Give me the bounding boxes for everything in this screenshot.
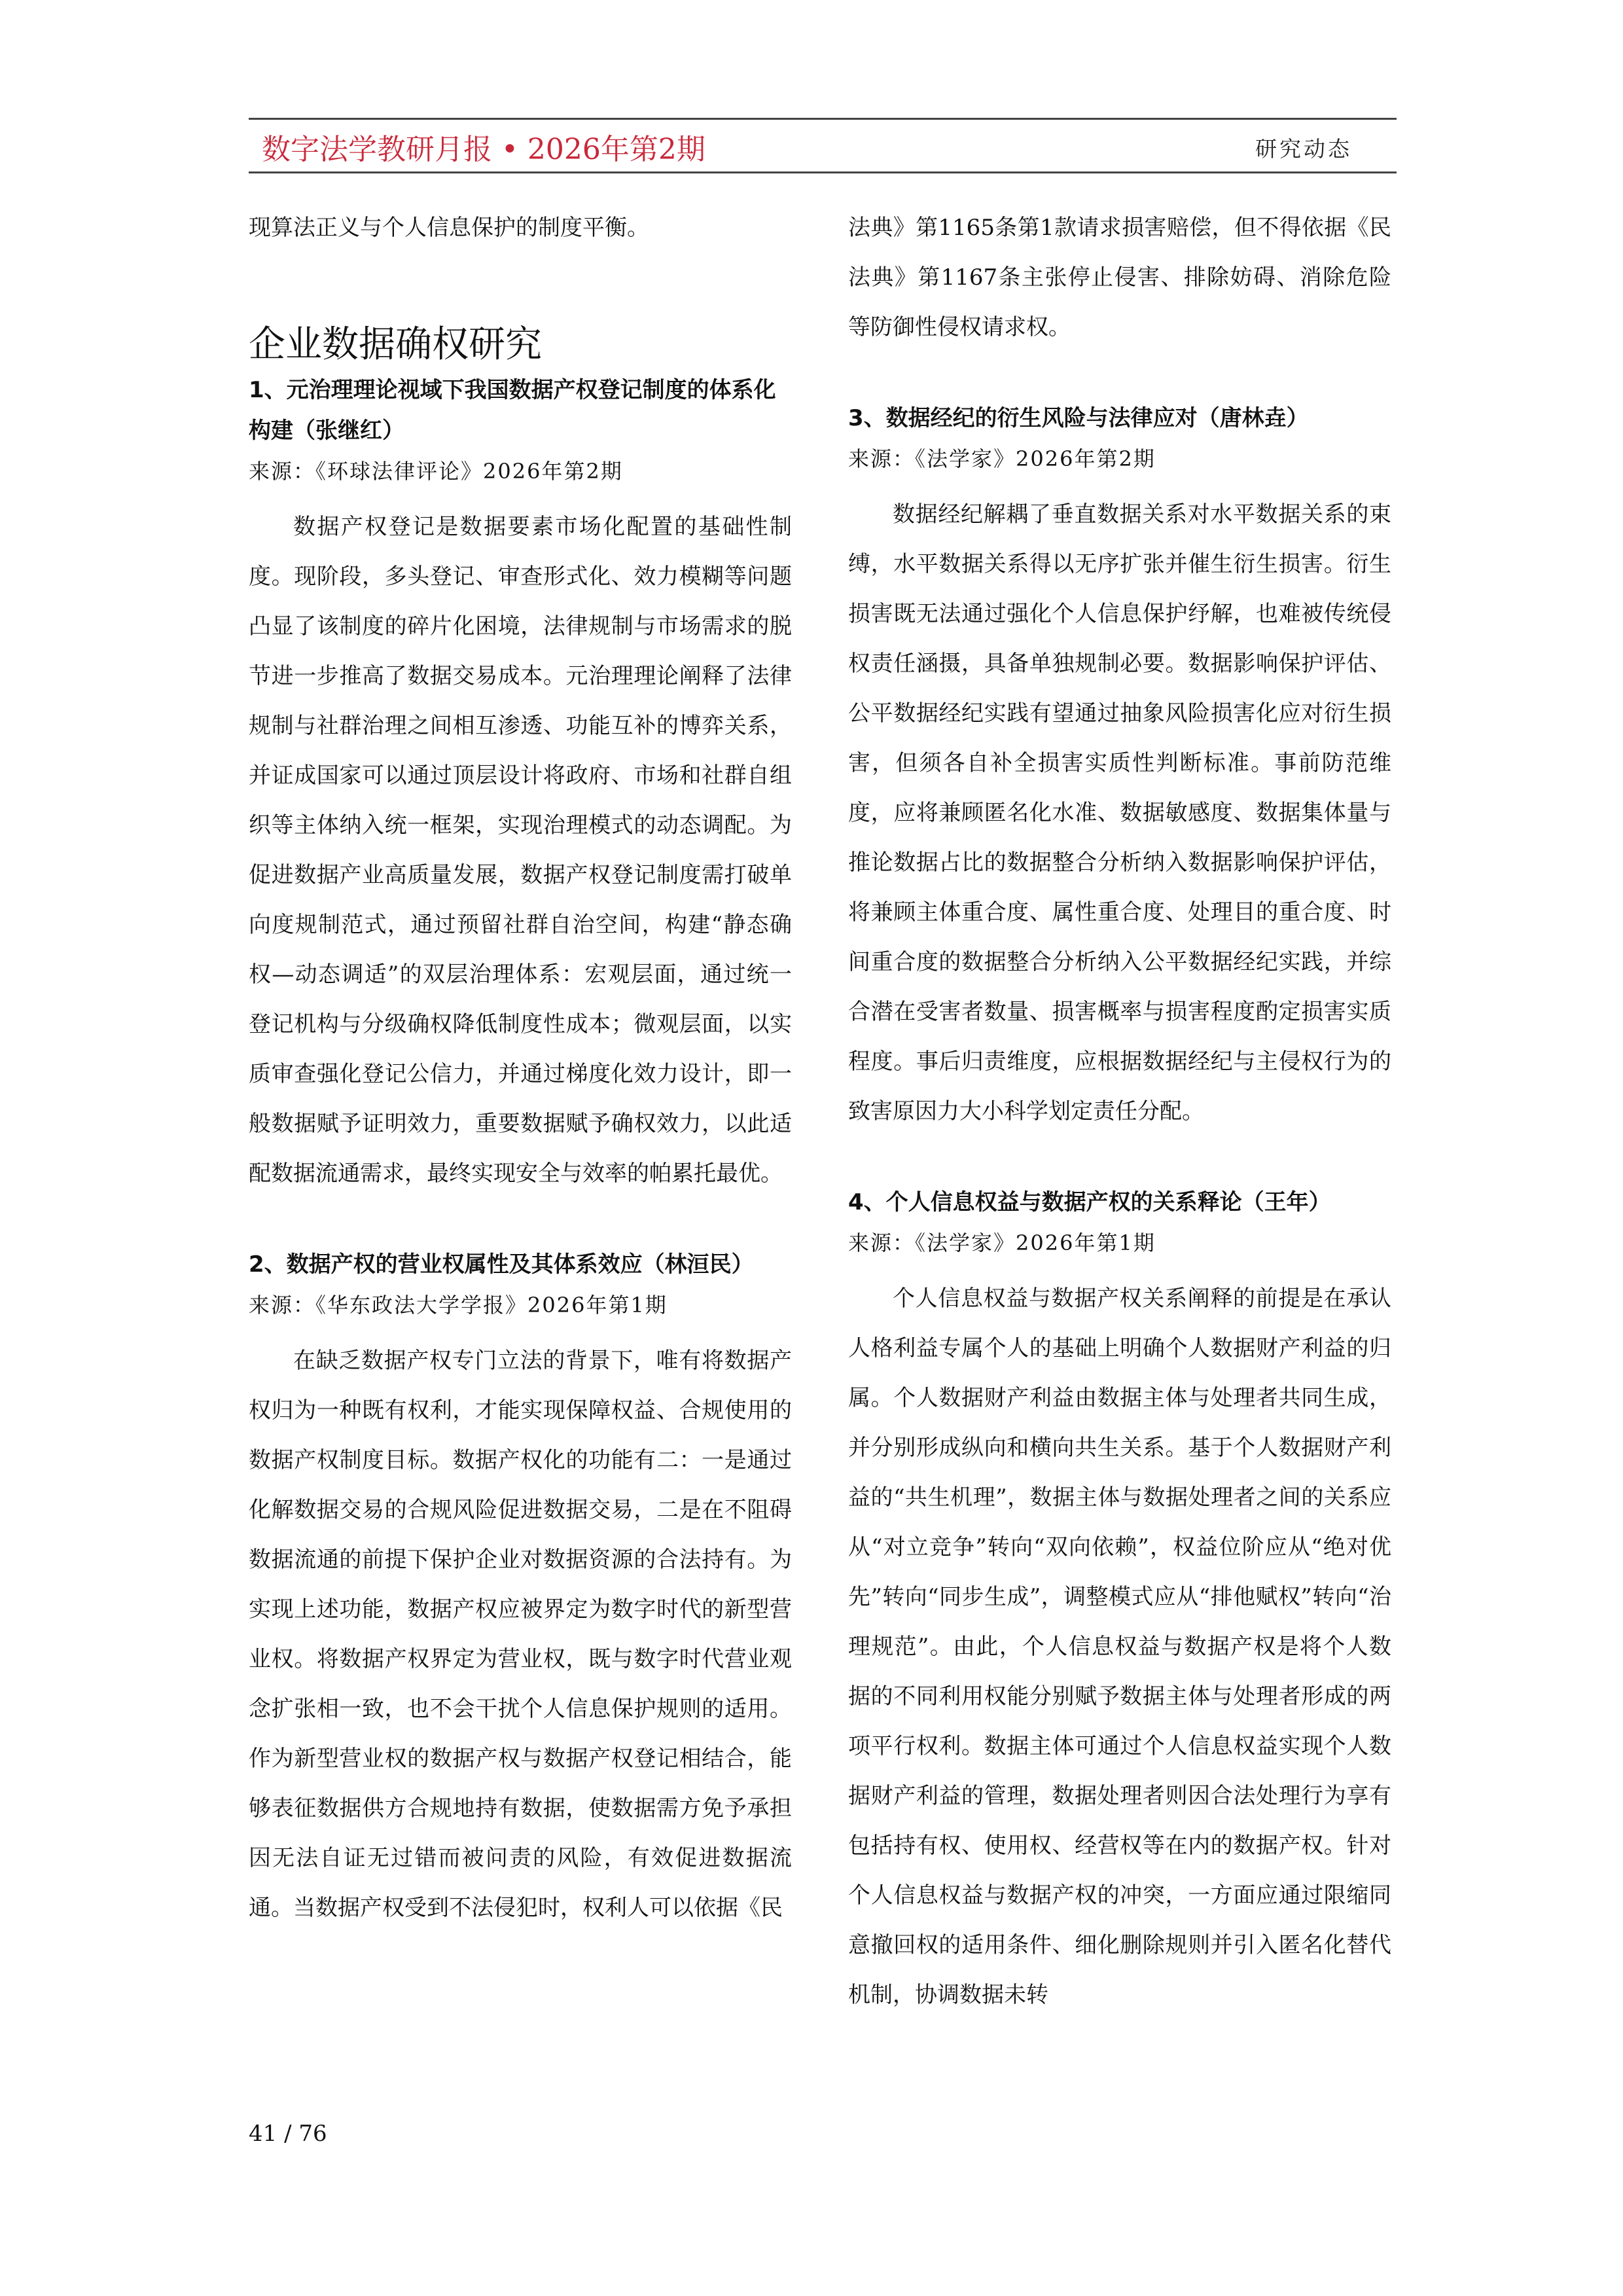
header-bottom-rule — [249, 171, 1397, 173]
article-title: 3、数据经纪的衍生风险与法律应对（唐林垚） — [848, 405, 1309, 431]
article-source: 来源：《法学家》2026年第1期 — [848, 1230, 1156, 1255]
page-number: 41 / 76 — [249, 2121, 327, 2147]
article-source: 来源：《华东政法大学学报》2026年第1期 — [249, 1293, 668, 1318]
article-title: 4、个人信息权益与数据产权的关系释论（王年） — [848, 1189, 1331, 1215]
section-title: 企业数据确权研究 — [249, 323, 542, 366]
article-body: 个人信息权益与数据产权关系阐释的前提是在承认人格利益专属个人的基础上明确个人数据财产利益的归属。个人数据财产利益由数据主体与处理者共同生成，并分别形成纵向和横向共生关系。基于个人数据财产利益的“共生机理”，数据主体与数据处理者之间的关系应从“对立竞争”转向“双向依赖”，权益位阶应从“绝对优先”转向“同步生成”，调整模式应从“排他赋权”转向“治理规范”。由此，个人信息权益与数据产权是将个人数据的不同利用权能分别赋予数据主体与处理者形成的两项平行权利。数据主体可通过个人信息权益实现个人数据财产利益的管理，数据处理者则因合法处理行为享有包括持有权、使用权、经营权等在内的数据产权。针对个人信息权益与数据产权的冲突，一方面应通过限缩同意撤回权的适用条件、细化删除规则并引入匿名化替代机制，协调数据未转 — [848, 1285, 1391, 2008]
article — [249, 1244, 792, 1933]
article-title: 2、数据产权的营业权属性及其体系效应（林洹民） — [249, 1251, 754, 1278]
article-title: 1、元治理理论视域下我国数据产权登记制度的体系化构建（张继红） — [249, 377, 776, 444]
continuation-text: 现算法正义与个人信息保护的制度平衡。 — [249, 215, 649, 241]
journal-title: 数字法学教研月报 • 2026年第2期 — [262, 133, 705, 166]
left-column — [249, 203, 792, 1933]
article-body: 在缺乏数据产权专门立法的背景下，唯有将数据产权归为一种既有权利，才能实现保障权益、合规使用的数据产权制度目标。数据产权化的功能有二：一是通过化解数据交易的合规风险促进数据交易，二是在不阻碍数据流通的前提下保护企业对数据资源的合法持有。为实现上述功能，数据产权应被界定为数字时代的新型营业权。将数据产权界定为营业权，既与数字时代营业观念扩张相一致，也不会干扰个人信息保护规则的适用。作为新型营业权的数据产权与数据产权登记相结合，能够表征数据供方合规地持有数据，使数据需方免予承担因无法自证无过错而被问责的风险，有效促进数据流通。当数据产权受到不法侵犯时，权利人可以依据《民 — [249, 1348, 792, 1921]
article — [848, 1182, 1391, 2020]
header-top-rule — [249, 118, 1397, 120]
article — [848, 398, 1391, 1136]
article-body: 数据经纪解耦了垂直数据关系对水平数据关系的束缚，水平数据关系得以无序扩张并催生衍生损害。衍生损害既无法通过强化个人信息保护纾解，也难被传统侵权责任涵摄，具备单独规制必要。数据影响保护评估、公平数据经纪实践有望通过抽象风险损害化应对衍生损害，但须各自补全损害实质性判断标准。事前防范维度，应将兼顾匿名化水准、数据敏感度、数据集体量与推论数据占比的数据整合分析纳入数据影响保护评估，将兼顾主体重合度、属性重合度、处理目的重合度、时间重合度的数据整合分析纳入公平数据经纪实践，并综合潜在受害者数量、损害概率与损害程度酌定损害实质程度。事后归责维度，应根据数据经纪与主侵权行为的致害原因力大小科学划定责任分配。 — [848, 501, 1391, 1124]
section-label: 研究动态 — [1255, 136, 1352, 162]
article-source: 来源：《法学家》2026年第2期 — [848, 446, 1156, 471]
article — [249, 370, 792, 1198]
article-source: 来源：《环球法律评论》2026年第2期 — [249, 459, 623, 484]
right-column — [848, 203, 1391, 2020]
continuation-text: 法典》第1165条第1款请求损害赔偿，但不得依据《民法典》第1167条主张停止侵害、排除妨碍、消除危险等防御性侵权请求权。 — [848, 215, 1391, 340]
article-body: 数据产权登记是数据要素市场化配置的基础性制度。现阶段，多头登记、审查形式化、效力模糊等问题凸显了该制度的碎片化困境，法律规制与市场需求的脱节进一步推高了数据交易成本。元治理理论阐释了法律规制与社群治理之间相互渗透、功能互补的博弈关系，并证成国家可以通过顶层设计将政府、市场和社群自组织等主体纳入统一框架，实现治理模式的动态调配。为促进数据产业高质量发展，数据产权登记制度需打破单向度规制范式，通过预留社群自治空间，构建“静态确权—动态调适”的双层治理体系：宏观层面，通过统一登记机构与分级确权降低制度性成本；微观层面，以实质审查强化登记公信力，并通过梯度化效力设计，即一般数据赋予证明效力，重要数据赋予确权效力，以此适配数据流通需求，最终实现安全与效率的帕累托最优。 — [249, 514, 792, 1187]
